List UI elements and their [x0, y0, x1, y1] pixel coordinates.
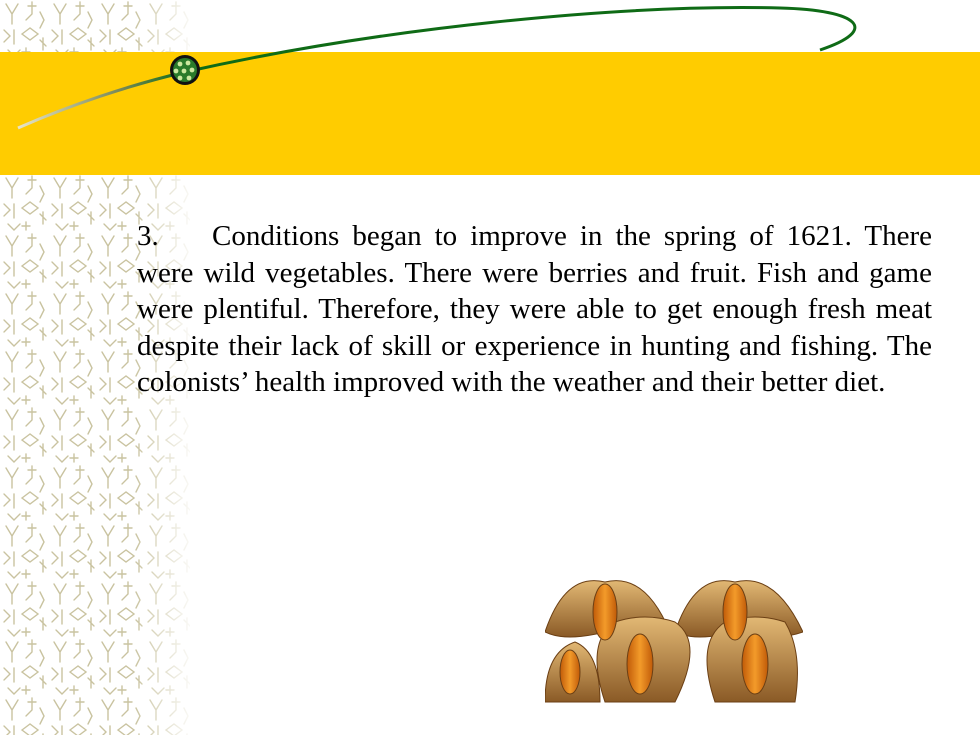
swoosh-decoration [0, 0, 980, 180]
slide-paragraph [137, 218, 932, 401]
corn-cob-border-image [545, 572, 803, 706]
paragraph-text: Conditions began to improve in the spring of 1621. There were wild vegetables. There were berries and fruit. Fish and game were plentiful. Therefore, they were able to get enough fresh meat despite their lack of skill or experience in hunting and fishing. The colonists’ health improved with the weather and their better diet. [137, 220, 932, 398]
green-dotted-orb-icon [170, 55, 200, 85]
item-number: 3. [137, 220, 159, 252]
